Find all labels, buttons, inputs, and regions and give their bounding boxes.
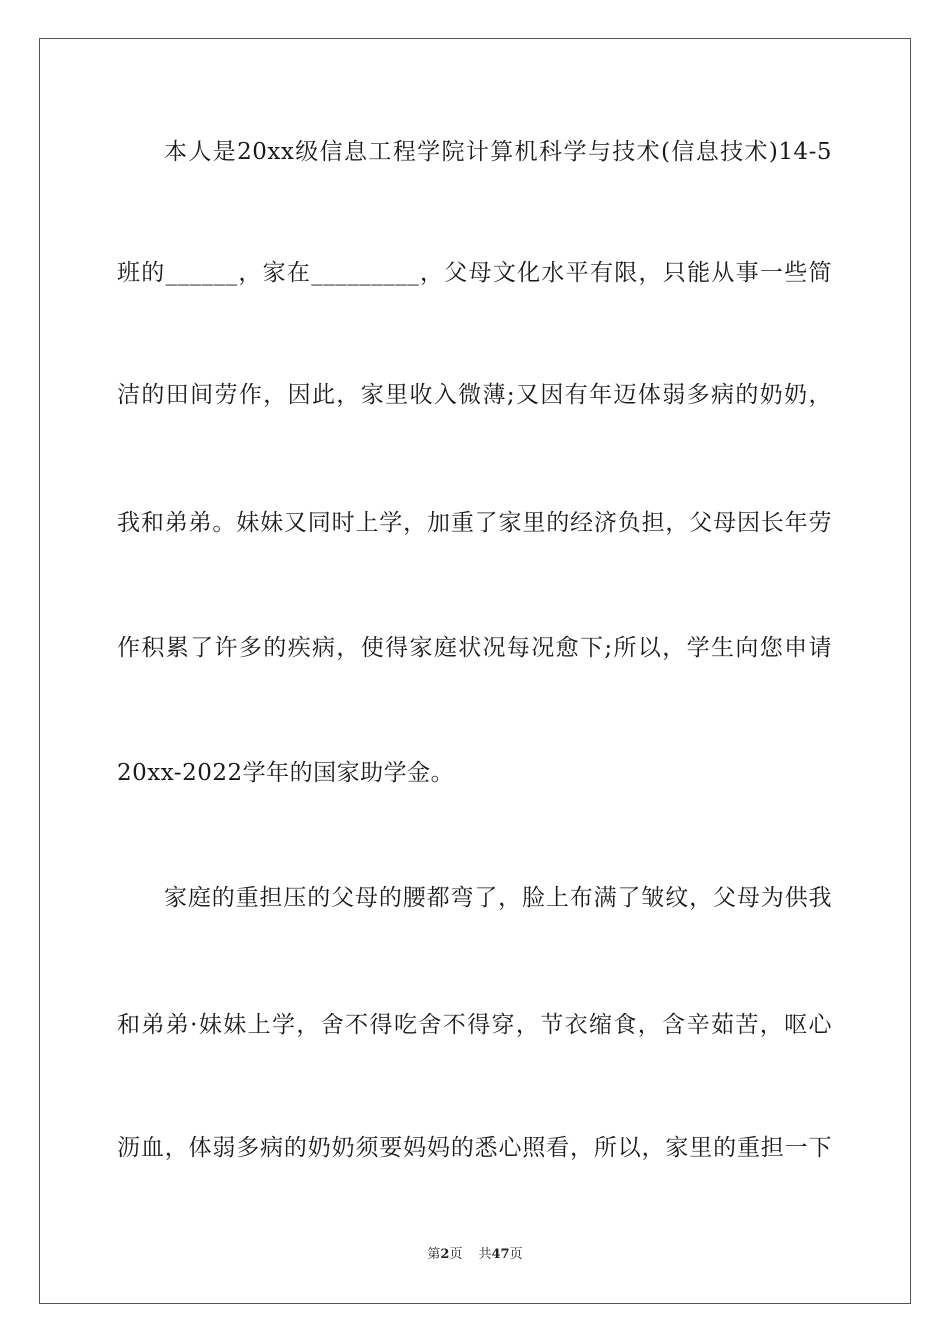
total-pages-number: 47	[491, 1247, 510, 1262]
paragraph-1-line-3: 洁的田间劳作，因此，家里收入微薄;又因有年迈体弱多病的奶奶，	[117, 382, 832, 408]
paragraph-1-line-5: 作积累了许多的疾病，使得家庭状况每况愈下;所以，学生向您申请	[117, 635, 832, 661]
page-label-prefix: 第	[427, 1247, 441, 1262]
paragraph-1-line-4: 我和弟弟。妹妹又同时上学，加重了家里的经济负担，父母因长年劳	[117, 510, 832, 536]
paragraph-1-line-1: 本人是20xx级信息工程学院计算机科学与技术(信息技术)14-5	[164, 139, 832, 165]
page-border	[39, 38, 911, 1304]
paragraph-1-line-6: 20xx-2022学年的国家助学金。	[117, 760, 455, 786]
page-label-suffix: 页	[449, 1247, 463, 1262]
paragraph-2-line-3: 沥血，体弱多病的奶奶须要妈妈的悉心照看，所以，家里的重担一下	[117, 1135, 832, 1161]
total-label-suffix: 页	[509, 1247, 523, 1262]
paragraph-1-line-2: 班的______，家在_________，父母文化水平有限，只能从事一些简	[117, 260, 832, 286]
current-page-number: 2	[440, 1247, 450, 1262]
page-footer	[0, 1246, 950, 1264]
paragraph-2-line-1: 家庭的重担压的父母的腰都弯了，脸上布满了皱纹，父母为供我	[164, 885, 832, 911]
paragraph-2-line-2: 和弟弟·妹妹上学，舍不得吃舍不得穿，节衣缩食，含辛茹苦，呕心	[117, 1012, 832, 1038]
total-label-prefix: 共	[478, 1247, 492, 1262]
